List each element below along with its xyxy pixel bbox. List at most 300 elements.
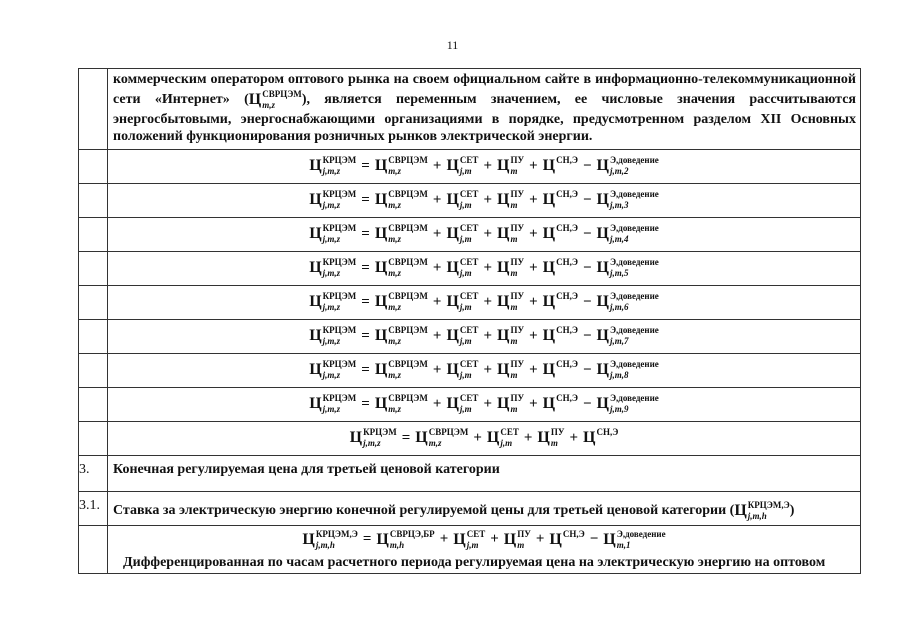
price-term (543, 359, 578, 381)
term-superscript: СВРЦЭМ (388, 155, 428, 165)
formula-1 (108, 150, 860, 183)
term-subscript: j,m,4 (609, 234, 629, 244)
price-term (497, 393, 524, 415)
price-term (446, 223, 478, 245)
price-term (543, 291, 578, 313)
term-base: Ц (542, 361, 556, 378)
price-term (597, 223, 659, 245)
formula-4 (108, 252, 860, 285)
term-superscript: СВРЦЭМ (388, 223, 428, 233)
term-superscript: КРЦЭМ (322, 359, 357, 369)
price-term (415, 427, 468, 449)
term-subscript: m (510, 268, 518, 278)
price-term (375, 257, 428, 279)
price-term (583, 427, 618, 449)
operator: − (582, 157, 592, 174)
price-term (543, 257, 578, 279)
section-3-1-tail-text: Дифференцированная по часам расчетного периода регулируемая цена на электрическую энергию на оптовом (123, 554, 826, 570)
price-term (497, 359, 524, 381)
operator: = (361, 259, 370, 276)
operator: + (483, 327, 492, 344)
price-term (375, 189, 428, 211)
term-superscript: СН,Э (556, 359, 578, 369)
operator: + (432, 191, 442, 208)
operator: + (529, 191, 538, 208)
term-subscript: m,z (388, 404, 402, 414)
price-term (504, 529, 531, 551)
empty-number-cell (79, 525, 108, 574)
intro-cell (108, 69, 861, 150)
symbol-superscript: КРЦЭМ,Э (747, 499, 790, 510)
term-base: Ц (503, 530, 517, 548)
term-base: Ц (549, 530, 562, 548)
document-table (78, 68, 861, 574)
price-term (597, 257, 659, 279)
term-superscript: Э,доведение (609, 257, 659, 267)
term-subscript: m (510, 404, 518, 414)
intro-line-5: положений функционирования розничных рынков электрической энергии. (113, 129, 593, 144)
operator: = (361, 225, 370, 242)
term-subscript: j,m,2 (609, 166, 629, 176)
term-base: Ц (374, 395, 388, 412)
term-superscript: СВРЦЭМ (388, 291, 428, 301)
term-subscript: j,m (459, 200, 472, 210)
term-superscript: СЕТ (459, 393, 479, 403)
term-base: Ц (497, 157, 510, 174)
term-superscript: ПУ (550, 427, 565, 437)
term-superscript: СВРЦЭМ (388, 393, 428, 403)
empty-number-cell (79, 217, 108, 251)
operator: = (361, 361, 370, 378)
price-term (597, 189, 659, 211)
operator: = (361, 157, 370, 174)
term-base: Ц (542, 157, 556, 174)
term-superscript: ПУ (510, 393, 525, 403)
price-term (376, 529, 434, 551)
term-superscript: КРЦЭМ (363, 427, 397, 437)
term-superscript: Э,доведение (609, 155, 659, 165)
operator: − (582, 191, 592, 208)
term-base: Ц (497, 395, 510, 412)
term-base: Ц (542, 191, 556, 208)
term-subscript: j,m,6 (609, 302, 629, 312)
symbol-base: Ц (734, 501, 747, 519)
operator: + (432, 259, 442, 276)
term-base: Ц (596, 395, 609, 412)
operator: + (535, 531, 545, 547)
price-term (309, 291, 356, 313)
term-base: Ц (309, 259, 322, 276)
term-base: Ц (415, 429, 428, 446)
operator: + (483, 157, 492, 174)
term-superscript: ПУ (510, 189, 525, 199)
empty-number-cell (79, 421, 108, 455)
price-term (446, 155, 478, 177)
price-term (497, 257, 524, 279)
term-superscript: СЕТ (459, 189, 479, 199)
term-subscript: j,m (459, 166, 472, 176)
section-3-1-title-text: Ставка за электрическую энергию конечной регулируемой цены для третьей ценовой категории ( (113, 502, 735, 518)
term-subscript: m (510, 200, 518, 210)
term-base: Ц (374, 191, 388, 208)
term-base: Ц (596, 361, 609, 378)
term-superscript: ПУ (510, 257, 525, 267)
price-term (309, 155, 356, 177)
formula-5 (108, 286, 860, 319)
term-base: Ц (446, 191, 459, 208)
intro-line-1: коммерческим оператором оптового рынка на своем официальном сайте в информационно-телекоммуникационной (113, 72, 856, 87)
term-superscript: Э,доведение (609, 223, 659, 233)
term-subscript: j,m (500, 438, 513, 448)
term-subscript: j,m,3 (609, 200, 629, 210)
term-superscript: Э,доведение (609, 393, 659, 403)
term-subscript: j,m (459, 302, 472, 312)
term-base: Ц (309, 395, 322, 412)
operator: + (432, 327, 442, 344)
empty-number-cell (79, 285, 108, 319)
symbol-subscript: m,z (262, 99, 275, 110)
term-superscript: Э,доведение (616, 528, 666, 539)
term-subscript: m (510, 302, 518, 312)
formula-6 (108, 320, 860, 353)
intro-line-2: сети «Интернет» ( (113, 91, 249, 107)
term-superscript: КРЦЭМ (322, 155, 357, 165)
empty-number-cell (79, 353, 108, 387)
operator: − (582, 225, 592, 242)
term-base: Ц (309, 225, 322, 242)
price-term (375, 291, 428, 313)
term-subscript: j,m,z (363, 438, 381, 448)
term-superscript: КРЦЭМ (322, 393, 357, 403)
empty-number-cell (79, 251, 108, 285)
term-base: Ц (497, 191, 510, 208)
term-base: Ц (309, 327, 322, 344)
term-superscript: СЕТ (466, 528, 486, 539)
term-subscript: j,m,z (322, 234, 341, 244)
term-superscript: ПУ (510, 325, 525, 335)
symbol-subscript: j,m,h (747, 510, 767, 521)
price-term (446, 257, 478, 279)
operator: + (569, 429, 579, 446)
operator: + (483, 361, 492, 378)
operator: + (529, 225, 538, 242)
price-term (309, 393, 356, 415)
term-subscript (556, 336, 578, 347)
term-base: Ц (374, 293, 388, 310)
price-term (309, 359, 356, 381)
term-subscript: j,m,z (322, 370, 341, 380)
term-subscript: j,m (459, 370, 472, 380)
price-term (375, 359, 428, 381)
price-term (309, 257, 356, 279)
term-base: Ц (374, 259, 388, 276)
operator: + (432, 395, 442, 412)
term-subscript: j,m (459, 268, 472, 278)
operator: + (483, 225, 492, 242)
term-base: Ц (374, 327, 388, 344)
section-3-1-title-end: ) (789, 502, 795, 518)
operator: + (483, 395, 492, 412)
price-term (597, 359, 659, 381)
term-subscript: m,z (428, 438, 442, 448)
term-subscript: j,m,z (322, 166, 341, 176)
term-base: Ц (542, 225, 556, 242)
section-3-row (79, 455, 861, 491)
term-base: Ц (596, 157, 609, 174)
operator: + (432, 225, 442, 242)
operator: + (432, 293, 442, 310)
term-superscript: СЕТ (459, 155, 479, 165)
price-term (597, 325, 659, 347)
operator: − (582, 259, 592, 276)
price-term (309, 325, 356, 347)
term-base: Ц (349, 429, 363, 446)
intro-line-3: ), является переменным значением, ее числовые значения рассчитываются (301, 91, 856, 107)
formula-9 (108, 422, 860, 455)
empty-number-cell (79, 319, 108, 353)
term-base: Ц (374, 157, 388, 174)
section-3-1-title (108, 492, 860, 522)
price-term (543, 155, 578, 177)
formula-7 (108, 354, 860, 387)
term-subscript: j,m,h (315, 539, 335, 550)
operator: + (483, 191, 492, 208)
operator: = (362, 531, 372, 547)
section-3-1-symbol (734, 500, 789, 522)
term-base: Ц (497, 327, 510, 344)
term-superscript: СН,Э (556, 223, 578, 233)
operator: + (529, 293, 538, 310)
operator: = (401, 429, 411, 446)
term-subscript: j,m,z (322, 336, 341, 346)
price-term (497, 155, 524, 177)
term-base: Ц (446, 327, 459, 344)
operator: + (529, 259, 538, 276)
intro-row (79, 69, 861, 150)
price-term (543, 325, 578, 347)
term-superscript: СН,Э (556, 257, 578, 267)
term-superscript: ПУ (510, 291, 525, 301)
price-term (446, 189, 478, 211)
term-subscript: j,m,z (322, 268, 341, 278)
formula-3 (108, 218, 860, 251)
term-superscript: СЕТ (459, 223, 479, 233)
term-subscript (556, 200, 578, 211)
term-superscript: КРЦЭМ (322, 257, 357, 267)
empty-number-cell (79, 387, 108, 421)
term-superscript: СВРЦЭМ (388, 257, 428, 267)
price-term (446, 359, 478, 381)
term-superscript: ПУ (510, 155, 525, 165)
operator: + (473, 429, 482, 446)
term-superscript: СЕТ (500, 427, 519, 437)
price-term (597, 393, 659, 415)
term-subscript (556, 166, 578, 177)
term-superscript: ПУ (517, 528, 531, 539)
empty-number-cell (79, 69, 108, 150)
term-base: Ц (453, 530, 466, 548)
formula-8 (108, 388, 860, 421)
price-term (497, 325, 524, 347)
operator: − (582, 395, 592, 412)
price-term (543, 189, 578, 211)
section-3-1-formula-row (79, 525, 861, 574)
term-superscript: КРЦЭМ (322, 291, 357, 301)
term-superscript: КРЦЭМ (322, 223, 357, 233)
term-base: Ц (446, 395, 459, 412)
term-superscript: СН,Э (556, 155, 578, 165)
term-subscript: m,z (388, 166, 402, 176)
operator: − (582, 293, 592, 310)
term-superscript: СВРЦЭМ (388, 359, 428, 369)
term-subscript: m,z (388, 302, 402, 312)
term-subscript: j,m,z (322, 302, 341, 312)
price-term (309, 223, 356, 245)
term-superscript: Э,доведение (609, 189, 659, 199)
term-base: Ц (497, 361, 510, 378)
term-base: Ц (374, 361, 388, 378)
term-base: Ц (446, 361, 459, 378)
operator: + (483, 293, 492, 310)
term-base: Ц (302, 530, 315, 548)
term-base: Ц (497, 293, 510, 310)
term-superscript: ПУ (510, 359, 525, 369)
term-base: Ц (596, 327, 609, 344)
term-subscript: j,m,7 (609, 336, 629, 346)
term-subscript: j,m (459, 404, 472, 414)
price-term (497, 189, 524, 211)
operator: + (523, 429, 533, 446)
operator: + (529, 327, 538, 344)
term-superscript: СН,Э (556, 325, 578, 335)
term-superscript: СВРЦЭМ (428, 427, 469, 437)
term-superscript: ПУ (510, 223, 525, 233)
term-subscript (556, 268, 578, 279)
operator: − (582, 361, 592, 378)
term-base: Ц (596, 259, 609, 276)
term-subscript: j,m (466, 539, 479, 550)
term-base: Ц (374, 225, 388, 242)
operator: = (361, 191, 370, 208)
section-3-1-formula (108, 526, 860, 554)
operator: + (432, 361, 442, 378)
section-3-number: 3. (79, 455, 108, 491)
term-base: Ц (309, 361, 322, 378)
term-subscript: m,z (388, 234, 402, 244)
price-term (537, 427, 564, 449)
term-superscript: Э,доведение (609, 291, 659, 301)
intro-paragraph (108, 69, 860, 149)
price-term (309, 189, 356, 211)
term-subscript: m (510, 336, 518, 346)
term-superscript: Э,доведение (609, 325, 659, 335)
price-term (375, 223, 428, 245)
price-term (497, 223, 524, 245)
term-subscript (556, 302, 578, 313)
symbol-base: Ц (248, 90, 262, 108)
term-base: Ц (446, 225, 459, 242)
term-subscript: m,z (388, 370, 402, 380)
term-subscript: m,h (389, 539, 405, 550)
term-base: Ц (446, 259, 459, 276)
price-term (446, 291, 478, 313)
operator: + (439, 531, 449, 547)
term-subscript: m (517, 539, 525, 550)
term-subscript (556, 404, 578, 415)
price-term (453, 529, 485, 551)
term-superscript: СВРЦЭМ (388, 325, 428, 335)
price-term (543, 393, 578, 415)
term-subscript: m (510, 166, 518, 176)
operator: = (361, 395, 370, 412)
term-subscript: j,m,z (322, 200, 341, 210)
operator: + (490, 531, 499, 547)
term-subscript (556, 370, 578, 381)
term-superscript: СЕТ (459, 359, 479, 369)
term-subscript: m,z (388, 336, 402, 346)
term-base: Ц (603, 530, 616, 548)
operator: = (361, 327, 370, 344)
term-superscript: СВРЦЭМ (388, 189, 428, 199)
operator: = (361, 293, 370, 310)
price-term (597, 155, 659, 177)
term-base: Ц (446, 157, 459, 174)
term-base: Ц (309, 157, 322, 174)
term-superscript: СЕТ (459, 257, 479, 267)
price-term (302, 529, 357, 551)
page-number: 11 (446, 38, 459, 52)
term-base: Ц (309, 293, 322, 310)
term-superscript: КРЦЭМ (322, 325, 357, 335)
term-subscript: m,z (388, 200, 402, 210)
term-base: Ц (596, 225, 609, 242)
term-superscript: СН,Э (556, 189, 578, 199)
term-base: Ц (497, 225, 510, 242)
term-base: Ц (376, 530, 389, 548)
price-term (597, 291, 659, 313)
price-term (549, 529, 584, 551)
section-3-1-number: 3.1. (79, 491, 108, 525)
term-base: Ц (446, 293, 459, 310)
term-subscript: j,m (459, 234, 472, 244)
term-subscript: j,m,z (322, 404, 341, 414)
term-superscript: СН,Э (596, 427, 619, 437)
intro-line-4: энергосбытовыми, энергоснабжающими организациями в порядке, предусмотренном разделом XII Основных (113, 111, 856, 127)
term-subscript: m (510, 370, 518, 380)
price-term (497, 291, 524, 313)
operator: + (529, 361, 538, 378)
price-term (487, 427, 519, 449)
term-superscript: КРЦЭМ (322, 189, 357, 199)
formula-2 (108, 184, 860, 217)
price-term (446, 325, 478, 347)
term-superscript: СЕТ (459, 291, 479, 301)
price-term (543, 223, 578, 245)
term-base: Ц (309, 191, 322, 208)
term-superscript: СВРЦЭ,БР (389, 528, 435, 539)
term-base: Ц (542, 259, 556, 276)
term-subscript: m (550, 438, 558, 448)
term-superscript: СЕТ (459, 325, 479, 335)
term-subscript: m,1 (616, 539, 631, 550)
term-base: Ц (542, 293, 556, 310)
empty-number-cell (79, 149, 108, 183)
term-base: Ц (497, 259, 510, 276)
term-subscript (597, 438, 619, 449)
term-superscript: СН,Э (556, 291, 578, 301)
term-base: Ц (542, 395, 556, 412)
term-superscript: Э,доведение (609, 359, 659, 369)
